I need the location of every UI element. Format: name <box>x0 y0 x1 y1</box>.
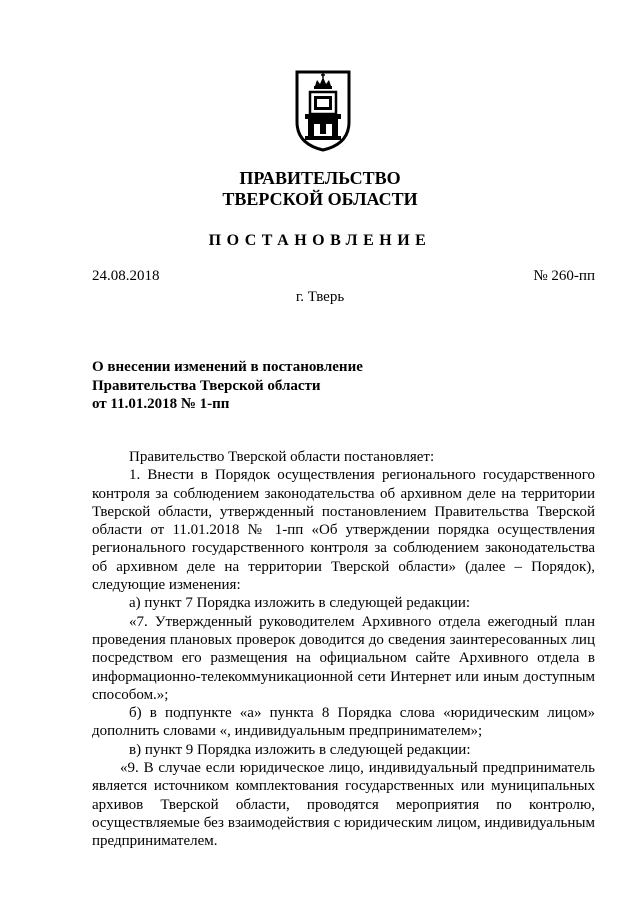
coat-of-arms-emblem <box>295 70 351 152</box>
subject-line-3: от 11.01.2018 № 1-пп <box>92 396 230 412</box>
subject-line-1: О внесении изменений в постановление <box>92 359 363 375</box>
document-type: ПОСТАНОВЛЕНИЕ <box>208 232 432 249</box>
document-city: г. Тверь <box>295 289 345 305</box>
organization-name <box>0 168 640 210</box>
body-paragraph-4: «7. Утвержденный руководителем Архивного отдела ежегодный план проведения плановых проверок доводится до сведения заинтересованных лиц посредством его размещения на официальном сайте Архивного отдела в информационно-телекоммуникационной сети Интернет или иным доступным способом.»; <box>92 613 595 703</box>
body-paragraph-1: Правительство Тверской области постановляет: <box>129 449 435 465</box>
document-subject <box>92 358 363 414</box>
document-body <box>92 448 595 851</box>
body-paragraph-7: «9. В случае если юридическое лицо, индивидуальный предприниматель является источником комплектования государственных или муниципальных архивов Тверской области, проводятся мероприятия по контролю, осуществляемые без взаимодействия с юридическим лицом, индивидуальным предпринимателем. <box>92 760 595 850</box>
body-paragraph-5: б) в подпункте «а» пункта 8 Порядка слова «юридическим лицом» дополнить словами «, индивидуальным предпринимателем»; <box>92 705 595 740</box>
document-number: № 260-пп <box>533 268 595 284</box>
organization-line-2: ТВЕРСКОЙ ОБЛАСТИ <box>222 189 418 209</box>
body-paragraph-3: а) пункт 7 Порядка изложить в следующей редакции: <box>129 595 471 612</box>
organization-line-1: ПРАВИТЕЛЬСТВО <box>239 168 401 188</box>
document-date: 24.08.2018 <box>92 268 160 284</box>
body-paragraph-2: 1. Внести в Порядок осуществления регионального государственного контроля за соблюдением законодательства об архивном деле на территории Тверской области, утвержденный постановлением Правительства Тверской области от 11.01.2018 № 1-пп «Об утверждении порядка осуществления регионального государственного контроля за соблюдением законодательства об архивном деле на территории Тверской области» (далее – Порядок), следующие изменения: <box>92 467 595 594</box>
subject-line-2: Правительства Тверской области <box>92 377 321 394</box>
body-paragraph-6: в) пункт 9 Порядка изложить в следующей редакции: <box>129 741 471 758</box>
